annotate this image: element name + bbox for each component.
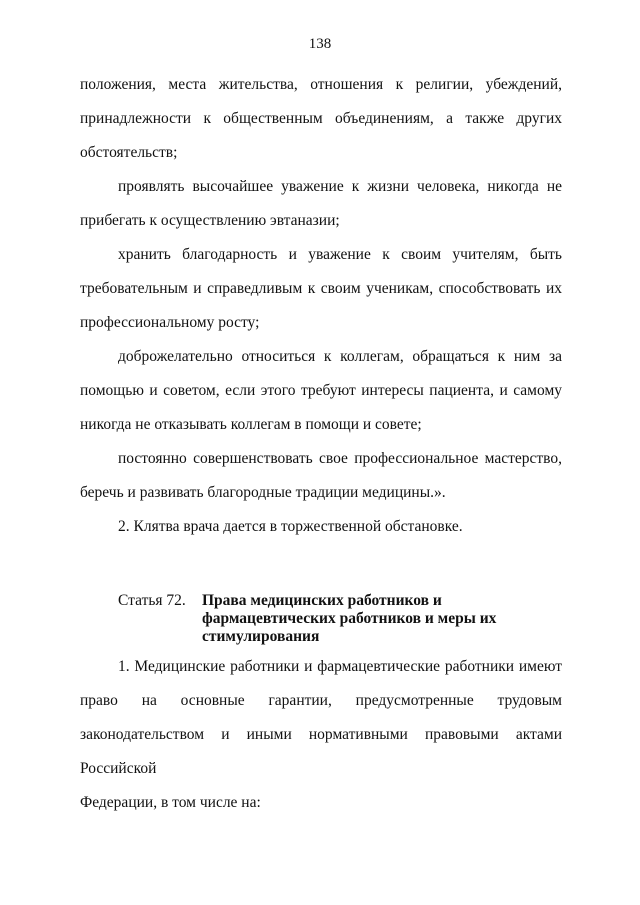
paragraph-continuation: положения, места жительства, отношения к религии, убеждений, принадлежности к общественным объединениям, а также других обстоятельств; bbox=[80, 76, 562, 161]
article-title: Права медицинских работников и фармацевтических работников и меры их стимулирования bbox=[202, 592, 497, 645]
paragraph-teachers: хранить благодарность и уважение к своим учителям, быть требовательным и справедливым к своим ученикам, способствовать их профессиональному росту; bbox=[80, 246, 562, 331]
paragraph-colleagues: доброжелательно относиться к коллегам, обращаться к ним за помощью и советом, если этого требуют интересы пациента, и самому никогда не отказывать коллегам в помощи и совете; bbox=[80, 348, 562, 433]
page-number: 138 bbox=[308, 36, 332, 52]
article-paragraph-line-4: Федерации, в том числе на: bbox=[80, 794, 261, 811]
article-number: Статья 72. bbox=[118, 592, 186, 609]
article-heading bbox=[118, 592, 562, 646]
paragraph-mastery: постоянно совершенствовать свое профессиональное мастерство, беречь и развивать благородные традиции медицины.». bbox=[80, 450, 562, 501]
body-text bbox=[80, 68, 562, 544]
article-paragraph-line-3: законодательством и иными нормативными правовыми актами Российской bbox=[80, 726, 562, 777]
paragraph-euthanasia: проявлять высочайшее уважение к жизни человека, никогда не прибегать к осуществлению эвтаназии; bbox=[80, 178, 562, 229]
paragraph-oath-ceremony: 2. Клятва врача дается в торжественной обстановке. bbox=[118, 518, 463, 535]
article-paragraph-line-1: 1. Медицинские работники и фармацевтические работники имеют bbox=[118, 658, 562, 675]
article-body bbox=[80, 650, 562, 820]
article-paragraph-line-2: право на основные гарантии, предусмотренные трудовым bbox=[80, 692, 562, 709]
